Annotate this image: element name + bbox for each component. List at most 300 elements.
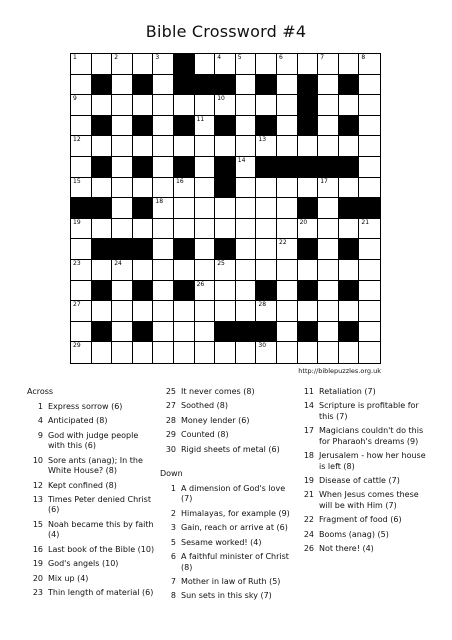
grid-cell[interactable] [277, 178, 298, 199]
cell-number: 14 [237, 157, 246, 164]
grid-cell[interactable] [174, 198, 195, 219]
cell-number: 27 [73, 301, 81, 309]
grid-cell[interactable] [112, 342, 133, 363]
clue-text: Himalayas, for example (9) [181, 508, 290, 518]
cell-number: 19 [73, 218, 81, 226]
grid-cell[interactable] [174, 322, 195, 343]
clue-text: Sun sets in this sky (7) [181, 591, 272, 601]
cell-number: 30 [258, 342, 267, 350]
grid-cell[interactable] [298, 301, 319, 322]
cell-number: 8 [361, 54, 366, 61]
grid-cell[interactable] [318, 116, 339, 137]
clue-text: Disease of cattle (7) [319, 476, 400, 486]
grid-cell[interactable] [318, 301, 339, 322]
grid-cell[interactable] [277, 136, 298, 157]
grid-cell[interactable] [153, 239, 174, 260]
grid-cell[interactable] [339, 219, 360, 240]
grid-cell[interactable] [112, 198, 133, 219]
grid-cell[interactable] [195, 198, 216, 219]
cell-number: 26 [196, 280, 205, 288]
grid-cell[interactable] [92, 301, 113, 322]
grid-cell[interactable] [92, 95, 113, 116]
grid-cell[interactable] [318, 281, 339, 302]
grid-cell[interactable] [71, 95, 92, 116]
grid-cell[interactable] [256, 95, 277, 116]
across-clue [27, 495, 155, 516]
grid-cell[interactable] [359, 301, 380, 322]
black-cell [339, 239, 360, 260]
grid-cell[interactable] [277, 322, 298, 343]
grid-cell[interactable] [92, 219, 113, 240]
grid-cell[interactable] [359, 342, 380, 363]
clue-text: Anticipated (8) [48, 416, 108, 426]
grid-cell[interactable] [318, 75, 339, 96]
clue-text: Gain, reach or arrive at (6) [181, 523, 288, 533]
grid-cell[interactable] [112, 178, 133, 199]
grid-cell[interactable] [298, 136, 319, 157]
across-clue [27, 481, 155, 492]
clue-number: 12 [32, 480, 43, 490]
grid-cell[interactable] [112, 54, 133, 75]
clue-number: 8 [170, 591, 176, 601]
grid-cell[interactable] [133, 342, 154, 363]
clue-number: 1 [37, 402, 43, 411]
grid-cell[interactable] [256, 342, 277, 363]
grid-cell[interactable] [174, 219, 195, 240]
grid-cell[interactable] [71, 116, 92, 137]
black-cell [92, 157, 113, 178]
black-cell [359, 198, 380, 219]
down-clue [298, 544, 426, 555]
grid-cell[interactable] [112, 75, 133, 96]
grid-cell[interactable] [236, 116, 257, 137]
grid-cell[interactable] [236, 219, 257, 240]
grid-cell[interactable] [153, 54, 174, 75]
across-heading: Across [27, 387, 54, 396]
grid-cell[interactable] [277, 54, 298, 75]
black-cell [92, 239, 113, 260]
grid-cell[interactable] [359, 116, 380, 137]
black-cell [174, 157, 195, 178]
grid-cell[interactable] [318, 219, 339, 240]
cell-number: 7 [320, 54, 325, 61]
grid-cell[interactable] [174, 178, 195, 199]
black-cell [215, 116, 236, 137]
black-cell [133, 75, 154, 96]
grid-cell[interactable] [174, 301, 195, 322]
clue-text: Mother in law of Ruth (5) [181, 576, 281, 586]
black-cell [298, 157, 319, 178]
grid-cell[interactable] [256, 54, 277, 75]
grid-cell[interactable] [71, 54, 92, 75]
cell-number: 5 [237, 54, 242, 61]
grid-cell[interactable] [71, 239, 92, 260]
grid-cell[interactable] [215, 342, 236, 363]
grid-cell[interactable] [112, 322, 133, 343]
grid-cell[interactable] [215, 260, 236, 281]
grid-cell[interactable] [359, 157, 380, 178]
grid-cell[interactable] [298, 260, 319, 281]
clue-text: Not there! (4) [319, 544, 374, 554]
grid-cell[interactable] [112, 301, 133, 322]
clue-number: 10 [32, 455, 43, 465]
grid-cell[interactable] [236, 260, 257, 281]
clue-number: 27 [165, 401, 176, 411]
clue-number: 26 [303, 544, 314, 554]
black-cell [133, 322, 154, 343]
black-cell [92, 322, 113, 343]
grid-cell[interactable] [195, 95, 216, 116]
down-clue [160, 509, 290, 520]
grid-cell[interactable] [133, 136, 154, 157]
black-cell [298, 198, 319, 219]
clue-text: Sesame worked! (4) [181, 537, 262, 547]
cell-number: 15 [73, 177, 81, 185]
grid-cell[interactable] [318, 342, 339, 363]
black-cell [133, 116, 154, 137]
grid-cell[interactable] [339, 178, 360, 199]
grid-cell[interactable] [71, 136, 92, 157]
black-cell [112, 239, 133, 260]
grid-cell[interactable] [236, 136, 257, 157]
grid-cell[interactable] [359, 54, 380, 75]
cell-number: 4 [217, 54, 222, 61]
clues-column-2 [160, 387, 290, 606]
grid-cell[interactable] [153, 198, 174, 219]
grid-cell[interactable] [359, 178, 380, 199]
black-cell [298, 281, 319, 302]
grid-cell[interactable] [215, 301, 236, 322]
grid-cell[interactable] [318, 178, 339, 199]
down-clue [160, 552, 290, 573]
grid-cell[interactable] [174, 95, 195, 116]
clue-text: Money lender (6) [181, 415, 250, 425]
clue-number: 3 [170, 523, 176, 533]
grid-cell[interactable] [256, 178, 277, 199]
grid-cell[interactable] [236, 95, 257, 116]
grid-cell[interactable] [153, 301, 174, 322]
grid-cell[interactable] [112, 116, 133, 137]
across-clue [27, 545, 155, 556]
black-cell [339, 116, 360, 137]
grid-cell[interactable] [359, 322, 380, 343]
grid-cell[interactable] [153, 75, 174, 96]
clue-number: 30 [165, 444, 176, 454]
grid-cell[interactable] [195, 342, 216, 363]
grid-cell[interactable] [71, 260, 92, 281]
grid-cell[interactable] [153, 178, 174, 199]
grid-cell[interactable] [318, 198, 339, 219]
grid-cell[interactable] [236, 342, 257, 363]
grid-cell[interactable] [256, 198, 277, 219]
grid-cell[interactable] [112, 219, 133, 240]
grid-cell[interactable] [71, 301, 92, 322]
grid-cell[interactable] [277, 260, 298, 281]
across-clue [160, 387, 290, 398]
grid-cell[interactable] [256, 260, 277, 281]
grid-cell[interactable] [298, 54, 319, 75]
grid-cell[interactable] [195, 239, 216, 260]
cell-number: 2 [114, 54, 119, 61]
black-cell [133, 198, 154, 219]
grid-cell[interactable] [215, 219, 236, 240]
grid-cell[interactable] [339, 95, 360, 116]
clue-number: 11 [303, 387, 314, 396]
grid-cell[interactable] [112, 157, 133, 178]
grid-cell[interactable] [256, 301, 277, 322]
grid-cell[interactable] [236, 281, 257, 302]
grid-cell[interactable] [195, 219, 216, 240]
clues-column-3 [298, 387, 426, 559]
cell-number: 3 [155, 54, 160, 61]
clue-number: 5 [170, 537, 176, 547]
cell-number: 22 [279, 239, 287, 247]
grid-cell[interactable] [195, 322, 216, 343]
grid-cell[interactable] [359, 95, 380, 116]
source-url[interactable]: http://biblepuzzles.org.uk [298, 367, 381, 375]
grid-cell[interactable] [153, 260, 174, 281]
cell-number: 28 [258, 301, 267, 309]
grid-cell[interactable] [339, 260, 360, 281]
grid-cell[interactable] [195, 157, 216, 178]
grid-cell[interactable] [112, 95, 133, 116]
black-cell [298, 75, 319, 96]
grid-cell[interactable] [298, 219, 319, 240]
black-cell [256, 116, 277, 137]
grid-cell[interactable] [92, 178, 113, 199]
clue-number: 14 [303, 401, 314, 411]
grid-cell[interactable] [215, 136, 236, 157]
cell-number: 16 [176, 177, 184, 185]
black-cell [174, 239, 195, 260]
grid-cell[interactable] [277, 281, 298, 302]
cell-number: 12 [73, 136, 81, 144]
clue-number: 23 [32, 587, 43, 597]
grid-cell[interactable] [133, 219, 154, 240]
grid-cell[interactable] [359, 219, 380, 240]
grid-cell[interactable] [195, 136, 216, 157]
grid-cell[interactable] [174, 260, 195, 281]
cell-number: 10 [217, 95, 225, 103]
black-cell [298, 95, 319, 116]
grid-cell[interactable] [236, 75, 257, 96]
clue-text: Retaliation (7) [319, 387, 376, 396]
grid-cell[interactable] [277, 301, 298, 322]
black-cell [339, 157, 360, 178]
grid-cell[interactable] [318, 322, 339, 343]
grid-cell[interactable] [133, 95, 154, 116]
grid-cell[interactable] [318, 239, 339, 260]
black-cell [256, 322, 277, 343]
grid-cell[interactable] [71, 75, 92, 96]
down-clue [298, 515, 426, 526]
grid-cell[interactable] [236, 239, 257, 260]
grid-cell[interactable] [133, 301, 154, 322]
grid-cell[interactable] [318, 136, 339, 157]
black-cell [236, 322, 257, 343]
black-cell [92, 116, 113, 137]
grid-cell[interactable] [195, 281, 216, 302]
clue-number: 1 [170, 483, 176, 493]
grid-cell[interactable] [339, 54, 360, 75]
grid-cell[interactable] [236, 301, 257, 322]
grid-cell[interactable] [359, 75, 380, 96]
grid-cell[interactable] [277, 116, 298, 137]
grid-cell[interactable] [195, 54, 216, 75]
clue-number: 15 [32, 519, 43, 529]
clue-number: 24 [303, 529, 314, 539]
grid-cell[interactable] [339, 342, 360, 363]
grid-cell[interactable] [195, 178, 216, 199]
clue-text: Express sorrow (6) [48, 402, 123, 411]
cell-number: 6 [279, 54, 283, 61]
grid-cell[interactable] [174, 342, 195, 363]
grid-cell[interactable] [153, 136, 174, 157]
grid-cell[interactable] [112, 260, 133, 281]
grid-cell[interactable] [359, 239, 380, 260]
grid-cell[interactable] [236, 54, 257, 75]
clue-text: Fragment of food (6) [319, 515, 402, 525]
grid-cell[interactable] [277, 219, 298, 240]
grid-cell[interactable] [195, 116, 216, 137]
clue-text: Magicians couldn't do this for Pharaoh's dreams (9) [319, 426, 424, 446]
grid-cell[interactable] [277, 342, 298, 363]
clue-text: Noah became this by faith (4) [48, 519, 154, 540]
grid-cell[interactable] [71, 157, 92, 178]
black-cell [298, 322, 319, 343]
grid-cell[interactable] [215, 95, 236, 116]
clue-text: Times Peter denied Christ (6) [48, 494, 151, 515]
grid-cell[interactable] [153, 322, 174, 343]
grid-cell[interactable] [112, 281, 133, 302]
grid-cell[interactable] [277, 198, 298, 219]
cell-number: 29 [73, 342, 81, 350]
clue-text: Thin length of material (6) [48, 587, 154, 597]
grid-cell[interactable] [359, 260, 380, 281]
down-heading: Down [160, 468, 183, 478]
grid-cell[interactable] [92, 260, 113, 281]
black-cell [298, 116, 319, 137]
clue-number: 29 [165, 430, 176, 440]
grid-cell[interactable] [92, 136, 113, 157]
grid-cell[interactable] [195, 301, 216, 322]
clue-text: Sore ants (anag); In the White House? (8) [48, 455, 143, 476]
clue-number: 21 [303, 490, 314, 500]
grid-cell[interactable] [71, 322, 92, 343]
grid-cell[interactable] [174, 136, 195, 157]
clue-text: A dimension of God's love (7) [181, 483, 286, 504]
down-clue [298, 401, 426, 422]
grid-cell[interactable] [359, 136, 380, 157]
grid-cell[interactable] [112, 136, 133, 157]
grid-cell[interactable] [277, 95, 298, 116]
grid-cell[interactable] [298, 342, 319, 363]
clue-text: God's angels (10) [48, 559, 119, 569]
clue-number: 16 [32, 544, 43, 554]
clue-number: 7 [170, 576, 176, 586]
across-clue [160, 430, 290, 441]
across-clue [27, 520, 155, 541]
grid-cell[interactable] [153, 157, 174, 178]
clue-text: A faithful minister of Christ (8) [181, 552, 289, 572]
black-cell [133, 281, 154, 302]
grid-cell[interactable] [256, 239, 277, 260]
clue-number: 25 [165, 387, 176, 396]
grid-cell[interactable] [339, 136, 360, 157]
grid-cell[interactable] [318, 95, 339, 116]
black-cell [174, 281, 195, 302]
black-cell [298, 239, 319, 260]
black-cell [133, 157, 154, 178]
across-clue [27, 574, 155, 585]
grid-cell[interactable] [71, 178, 92, 199]
grid-cell[interactable] [153, 281, 174, 302]
down-clue [298, 387, 426, 398]
grid-cell[interactable] [256, 219, 277, 240]
grid-cell[interactable] [153, 95, 174, 116]
grid-cell[interactable] [277, 75, 298, 96]
grid-cell[interactable] [71, 219, 92, 240]
black-cell [215, 322, 236, 343]
grid-cell[interactable] [215, 281, 236, 302]
grid-cell[interactable] [153, 116, 174, 137]
down-clue [298, 426, 426, 447]
grid-cell[interactable] [339, 301, 360, 322]
black-cell [339, 75, 360, 96]
grid-cell[interactable] [236, 198, 257, 219]
down-clue [160, 591, 290, 602]
grid-cell[interactable] [277, 239, 298, 260]
cell-number: 23 [73, 260, 81, 267]
grid-cell[interactable] [215, 54, 236, 75]
black-cell [256, 157, 277, 178]
grid-cell[interactable] [133, 260, 154, 281]
black-cell [318, 157, 339, 178]
black-cell [92, 281, 113, 302]
grid-cell[interactable] [71, 342, 92, 363]
grid-cell[interactable] [133, 54, 154, 75]
black-cell [195, 75, 216, 96]
grid-cell[interactable] [92, 54, 113, 75]
grid-cell[interactable] [236, 157, 257, 178]
grid-cell[interactable] [71, 281, 92, 302]
down-clue [160, 523, 290, 534]
grid-cell[interactable] [195, 260, 216, 281]
cell-number: 17 [320, 177, 328, 185]
black-cell [92, 198, 113, 219]
black-cell [339, 281, 360, 302]
grid-cell[interactable] [92, 342, 113, 363]
black-cell [71, 198, 92, 219]
grid-cell[interactable] [133, 178, 154, 199]
grid-cell[interactable] [236, 178, 257, 199]
down-clue [298, 451, 426, 472]
clue-text: Booms (anag) (5) [319, 529, 389, 539]
grid-cell[interactable] [215, 198, 236, 219]
black-cell [256, 281, 277, 302]
across-clue [27, 402, 155, 413]
clue-text: Soothed (8) [181, 401, 228, 411]
black-cell [256, 75, 277, 96]
grid-cell[interactable] [318, 54, 339, 75]
grid-cell[interactable] [298, 178, 319, 199]
black-cell [174, 54, 195, 75]
grid-cell[interactable] [256, 136, 277, 157]
grid-cell[interactable] [318, 260, 339, 281]
grid-cell[interactable] [153, 219, 174, 240]
grid-cell[interactable] [153, 342, 174, 363]
grid-cell[interactable] [359, 281, 380, 302]
